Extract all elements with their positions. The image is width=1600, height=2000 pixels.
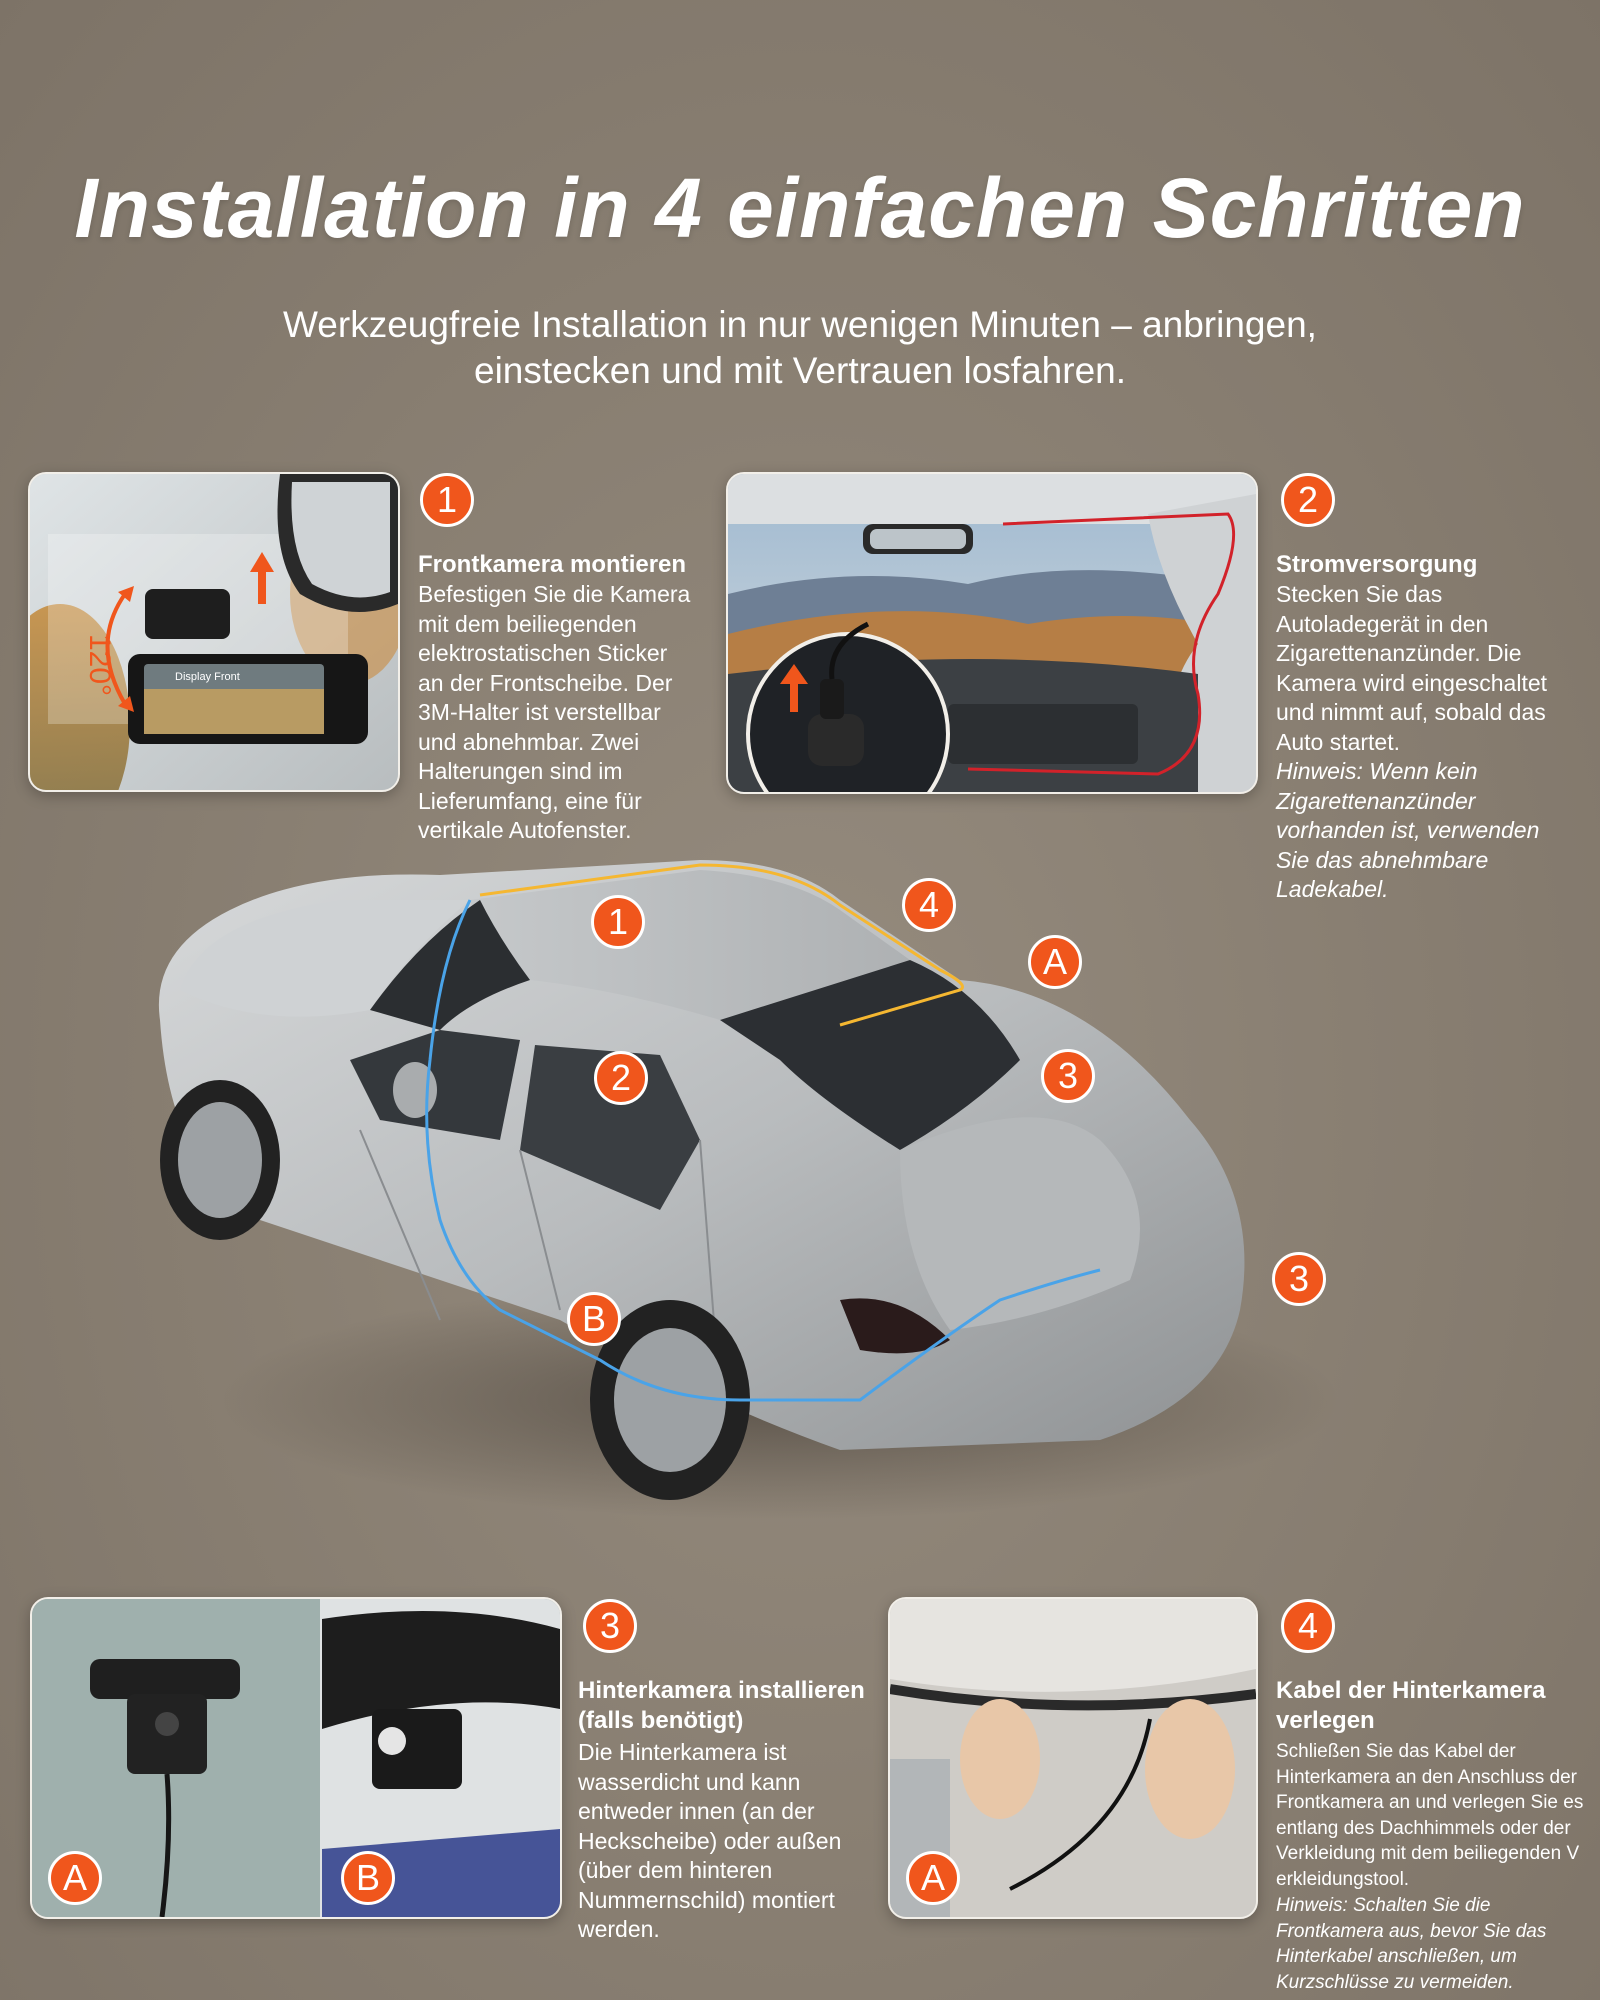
car-illustration: [140, 840, 1400, 1560]
step4-note: Hinweis: Schalten Sie die Frontkamera aus, bevor Sie das Hinterkabel anschließen, um Kurzschlüsse zu vermeiden.: [1276, 1895, 1547, 1993]
step2-badge: 2: [1281, 473, 1335, 527]
step1-photo: [28, 472, 400, 792]
camera-screen-label: Display Front: [175, 671, 240, 683]
angle-label: 120°: [83, 634, 116, 697]
step1-badge: 1: [420, 473, 474, 527]
step2-note: Hinweis: Wenn kein Zigarettenanzünder vorhanden ist, verwenden Sie das abnehmbare Ladekabel.: [1276, 758, 1540, 902]
page-title: Installation in 4 einfachen Schritten: [74, 161, 1526, 255]
subtitle-line-1: Werkzeugfreie Installation in nur wenigen Minuten – anbringen,: [283, 304, 1317, 345]
front-camera-illustration: [30, 474, 398, 790]
step4-description: Schließen Sie das Kabel der Hinterkamera an den Anschluss der Frontkamera an und verlegen Sie es entlang des Dachhimmels oder der Verkleidung mit dem beiliegenden V erkleidungstool.: [1276, 1741, 1584, 1890]
rear-camera-illustration: [32, 1599, 560, 1917]
car-marker-A: A: [1028, 935, 1082, 989]
car-marker-B: B: [567, 1292, 621, 1346]
step3-image-label-A: A: [48, 1851, 102, 1905]
step3-title: Hinterkamera installieren (falls benötigt): [578, 1677, 865, 1734]
page-subtitle: [200, 302, 1400, 394]
step4-photo: [888, 1597, 1258, 1919]
car-marker-2: 2: [594, 1051, 648, 1105]
step4-title: Kabel der Hinterkamera verlegen: [1276, 1677, 1546, 1734]
subtitle-line-2: einstecken und mit Vertrauen losfahren.: [474, 350, 1126, 391]
step2-photo: [726, 472, 1258, 794]
step3-description: Die Hinterkamera ist wasserdicht und kann entweder innen (an der Heckscheibe) oder außen (über dem hinteren Nummernschild) montiert werden.: [578, 1739, 842, 1942]
step4-image-label-A: A: [906, 1851, 960, 1905]
car-marker-1: 1: [591, 895, 645, 949]
step3-image-label-B: B: [341, 1851, 395, 1905]
step2-description: Stecken Sie das Autoladegerät in den Zigarettenanzünder. Die Kamera wird eingeschaltet und nimmt auf, sobald das Auto startet.: [1276, 581, 1548, 755]
step3-badge: 3: [583, 1599, 637, 1653]
step2-title: Stromversorgung: [1276, 551, 1478, 578]
step4-badge: 4: [1281, 1599, 1335, 1653]
dashboard-illustration: [728, 474, 1256, 792]
step1-description: Befestigen Sie die Kamera mit dem beiliegenden elektrostatischen Sticker an der Frontscheibe. Der 3M-Halter ist verstellbar und abnehmbar. Zwei Halterungen sind im Lieferumfang, eine für vertikale Autofenster.: [418, 581, 691, 843]
car-marker-3-plate: 3: [1272, 1252, 1326, 1306]
step3-photo: [30, 1597, 562, 1919]
car-marker-3-window: 3: [1041, 1049, 1095, 1103]
step1-title: Frontkamera montieren: [418, 551, 687, 578]
car-marker-4: 4: [902, 878, 956, 932]
